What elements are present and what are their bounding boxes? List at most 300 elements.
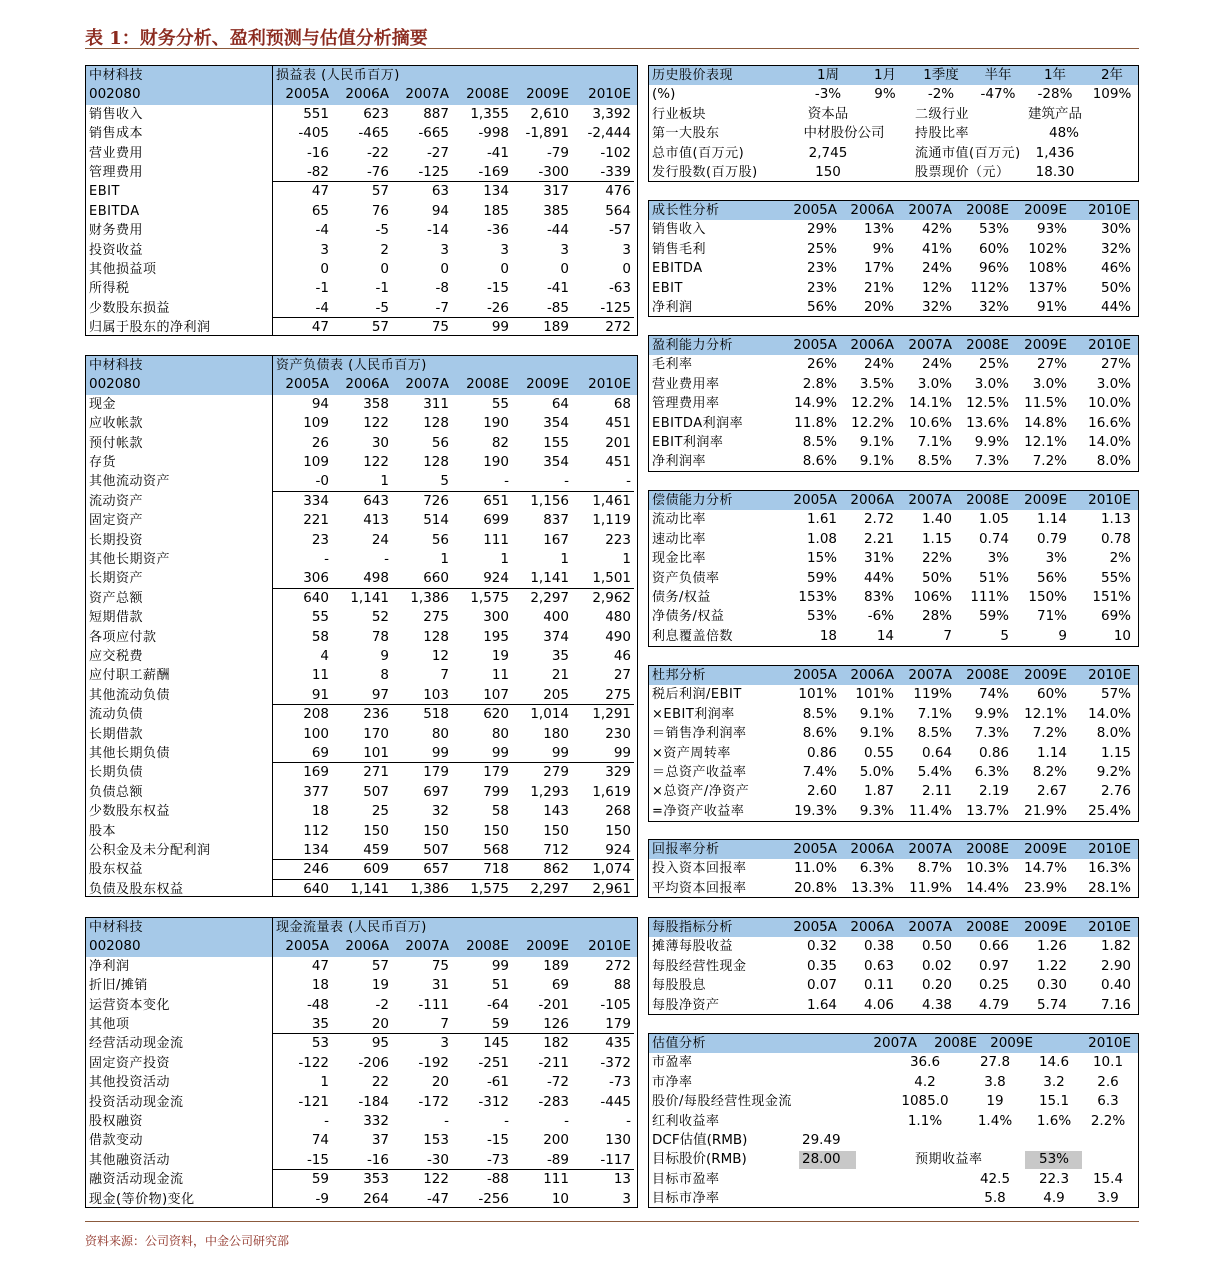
cell-value: 1.15 [921, 530, 952, 547]
year-2010E: 2010E [588, 86, 631, 103]
cell-value: - [324, 551, 329, 567]
table-row [649, 259, 1138, 278]
cell-value: 1.14 [1036, 744, 1067, 761]
subtotal-rule [272, 879, 634, 880]
table-row [649, 744, 1138, 763]
cell-value: 30 [371, 434, 389, 451]
cell-value: 55 [491, 395, 509, 412]
row-label: 公积金及未分配利润 [89, 843, 211, 858]
cell-value: 5 [440, 473, 449, 490]
cell-value: 91% [1036, 299, 1067, 315]
cell-value: 564 [605, 202, 631, 219]
row-label: 负债及股东权益 [89, 881, 184, 897]
cell-value: 102% [1028, 240, 1067, 257]
cell-value: 16.6% [1088, 414, 1131, 431]
cell-value: 0.07 [806, 977, 837, 994]
cell-value: -1 [315, 280, 329, 297]
subtotal-rule [272, 1033, 634, 1034]
cell-value: 0.25 [978, 977, 1009, 994]
target-pe-row [649, 1170, 1138, 1189]
subsector-label: 二级行业 [915, 106, 970, 122]
year-2008E: 2008E [966, 337, 1009, 353]
cell-value: 0.32 [806, 938, 837, 955]
cell-value: 3.2 [1043, 1073, 1065, 1090]
cell-value: 0 [380, 261, 389, 277]
cell-value: 65 [311, 202, 329, 219]
cell-value: 21% [863, 279, 894, 296]
cell-value: -76 [366, 164, 389, 180]
cell-value: 29% [806, 221, 837, 238]
table-row [86, 1190, 637, 1209]
table-row [86, 221, 637, 240]
year-2009E: 2009E [1024, 337, 1067, 353]
row-label: 少数股东损益 [89, 300, 171, 316]
dupont-header-row [649, 666, 1138, 685]
row-label: 少数股东权益 [89, 804, 171, 820]
cell-value: -7 [435, 299, 449, 316]
table-row [86, 1073, 637, 1092]
cell-value: 27% [1100, 356, 1131, 373]
cell-value: 7 [943, 627, 952, 644]
solvency-title: 偿债能力分析 [652, 493, 734, 508]
cell-value: 1,141 [350, 880, 389, 897]
cell-value: 5.74 [1036, 996, 1067, 1013]
cell-value: 60% [1036, 686, 1067, 703]
cell-value: 10 [1113, 627, 1131, 644]
table-row [86, 1054, 637, 1073]
cell-value: 2 [380, 241, 389, 258]
cell-value: 0.74 [978, 530, 1009, 547]
period-label: 半年 [984, 67, 1012, 83]
row-label: =净资产收益率 [652, 803, 745, 819]
year-2010E: 2010E [1088, 1035, 1131, 1051]
cell-value: 26 [311, 434, 329, 451]
statement-title: 现金流量表 (人民币百万) [276, 920, 427, 935]
growth-title: 成长性分析 [652, 203, 720, 218]
cell-value: -665 [418, 125, 449, 142]
column-divider [272, 918, 273, 1207]
row-label: 摊薄每股收益 [652, 939, 734, 955]
cell-value: 169 [303, 764, 329, 781]
cell-value: 13.7% [966, 802, 1009, 819]
year-2005A: 2005A [793, 841, 837, 857]
cell-value: -26 [486, 299, 509, 316]
cell-value: 14.4% [966, 879, 1009, 896]
cell-value: 12% [921, 279, 952, 296]
table-row [86, 241, 637, 260]
expected-return-label: 预期收益率 [915, 1152, 983, 1168]
year-2009E: 2009E [526, 86, 569, 103]
subtotal-rule [272, 588, 634, 589]
statement-title: 资产负债表 (人民币百万) [276, 358, 427, 373]
cell-value: 2,610 [530, 105, 569, 122]
cell-value: 78 [371, 628, 389, 645]
year-2006A: 2006A [850, 202, 894, 218]
cell-value: -405 [298, 125, 329, 142]
table-row [86, 686, 637, 705]
year-header-row [86, 85, 637, 104]
cell-value: 12.1% [1024, 434, 1067, 450]
period-label: 1月 [873, 67, 897, 83]
cell-value: -4 [315, 299, 329, 316]
cell-value: -111 [418, 996, 449, 1013]
profitability-title: 盈利能力分析 [652, 338, 734, 353]
cell-value: -251 [478, 1054, 509, 1071]
return-value: 109% [1092, 86, 1132, 103]
cell-value: 57% [1100, 686, 1131, 703]
cell-value: 0 [320, 261, 329, 277]
table-row [649, 588, 1138, 607]
cell-value: 122 [363, 415, 389, 432]
cell-value: 18 [819, 627, 837, 644]
row-label: 流动负债 [89, 707, 144, 723]
year-2007A: 2007A [873, 1035, 917, 1051]
cell-value: 9.1% [859, 705, 894, 722]
cell-value: 1.15 [1100, 744, 1131, 761]
cell-value: 189 [543, 319, 569, 336]
cell-value: -206 [358, 1054, 389, 1071]
row-label: ×总资产/净资产 [652, 784, 750, 800]
cell-value: 15% [806, 550, 837, 567]
cell-value: 101% [855, 686, 894, 703]
table-row [86, 531, 637, 550]
return-value: -2% [927, 86, 955, 103]
row-label: 负债总额 [89, 784, 144, 800]
cell-value: 150% [1028, 589, 1067, 605]
cell-value: 3 [622, 241, 631, 258]
year-2005A: 2005A [285, 86, 329, 103]
cell-value: 122 [363, 454, 389, 470]
row-label: 现金(等价物)变化 [89, 1191, 195, 1207]
year-2005A: 2005A [793, 202, 837, 218]
cell-value: -192 [418, 1054, 449, 1071]
cell-value: 12.2% [851, 414, 894, 431]
row-label: 营业费用率 [652, 376, 720, 392]
cell-value: 150 [605, 822, 631, 839]
row-label: 预付帐款 [89, 435, 144, 451]
year-2005A: 2005A [793, 337, 837, 353]
year-2008E: 2008E [466, 938, 509, 955]
year-2008E: 2008E [466, 86, 509, 103]
cell-value: 128 [423, 454, 449, 470]
cell-value: -89 [546, 1151, 569, 1168]
cell-value: 1.4% [977, 1112, 1013, 1129]
row-label: 各项应付款 [89, 629, 157, 645]
cell-value: 11.8% [794, 414, 837, 431]
cell-value: -445 [600, 1093, 631, 1110]
table-row [649, 802, 1138, 821]
cell-value: 182 [543, 1035, 569, 1052]
year-2007A: 2007A [908, 667, 952, 683]
cell-value: -48 [306, 996, 329, 1013]
cell-value: 1085.0 [901, 1093, 949, 1110]
cell-value: 4.2 [914, 1073, 936, 1090]
row-label: 资产负债率 [652, 570, 720, 586]
target-price-row [649, 1150, 1138, 1169]
table-row [86, 802, 637, 821]
cell-value: 44% [863, 569, 894, 586]
cell-value: -125 [418, 164, 449, 180]
cell-value: 643 [363, 492, 389, 509]
table-row [649, 724, 1138, 743]
cell-value: 230 [605, 725, 631, 742]
cell-value: 99 [491, 745, 509, 761]
cell-value: 377 [303, 783, 329, 800]
row-label: 股本 [89, 823, 117, 839]
table-row [86, 647, 637, 666]
table-row [649, 782, 1138, 801]
cell-value: 223 [605, 531, 631, 548]
cell-value: -201 [538, 996, 569, 1013]
table-row [649, 355, 1138, 374]
cell-value: 0.66 [978, 938, 1009, 955]
cell-value: 106% [913, 589, 952, 605]
cell-value: 400 [543, 609, 569, 626]
table-row [649, 996, 1138, 1015]
cell-value: 30% [1100, 221, 1131, 238]
cell-value: 153 [423, 1132, 449, 1149]
cell-value: 8.6% [802, 725, 837, 742]
year-2007A: 2007A [908, 492, 952, 508]
table-row [649, 414, 1138, 433]
cell-value: 69 [311, 745, 329, 761]
year-2007A: 2007A [908, 841, 952, 857]
table-row [649, 530, 1138, 549]
cell-value: 179 [605, 1016, 631, 1032]
cell-value: 9.1% [859, 453, 894, 470]
row-label: 红利收益率 [652, 1113, 720, 1129]
cell-value: 195 [483, 628, 509, 645]
subsector-value: 建筑产品 [1028, 105, 1082, 122]
cell-value: - [564, 473, 569, 490]
cell-value: 20 [431, 1074, 449, 1091]
cell-value: 17% [863, 260, 894, 277]
year-2006A: 2006A [345, 376, 389, 393]
table-row [86, 260, 637, 279]
solvency-header-row [649, 491, 1138, 510]
source-note: 资料来源：公司资料，中金公司研究部 [85, 1234, 290, 1248]
cell-value: 385 [543, 202, 569, 219]
cell-value: 3 [560, 241, 569, 258]
cell-value: - [626, 1113, 631, 1129]
cell-value: -36 [486, 222, 509, 239]
table-row [649, 433, 1138, 452]
cell-value: 5 [1000, 627, 1009, 644]
cell-value: 35 [311, 1016, 329, 1032]
cell-value: 55% [1100, 569, 1131, 586]
table-row [86, 589, 637, 608]
row-label: 销售收入 [652, 222, 707, 238]
cell-value: 170 [363, 725, 389, 742]
year-2005A: 2005A [285, 938, 329, 955]
table-row [86, 628, 637, 647]
table-row [649, 279, 1138, 298]
cell-value: 1.82 [1100, 938, 1131, 955]
table-row [86, 705, 637, 724]
cell-value: 201 [605, 434, 631, 451]
cell-value: -63 [608, 280, 631, 297]
year-2010E: 2010E [1088, 202, 1131, 218]
cell-value: 25 [371, 803, 389, 820]
year-2007A: 2007A [405, 86, 449, 103]
cell-value: 1.1% [907, 1112, 943, 1129]
cell-value: 36.6 [909, 1054, 941, 1071]
table-row [86, 744, 637, 763]
row-label: 净利润 [89, 958, 130, 974]
cell-value: 9.9% [974, 434, 1009, 450]
cell-value: 0.38 [863, 938, 894, 955]
row-label: 应交税费 [89, 649, 144, 664]
cell-value: 640 [303, 880, 329, 897]
growth-analysis-table [648, 200, 1139, 317]
year-2009E: 2009E [1024, 492, 1067, 508]
cell-value: 14.0% [1088, 705, 1131, 722]
cell-value: 27.8 [979, 1054, 1011, 1071]
cell-value: -14 [426, 222, 449, 239]
cell-value: 1.14 [1036, 511, 1067, 528]
cell-value: 9.3% [859, 802, 894, 819]
cell-value: 10.1 [1092, 1054, 1124, 1071]
table-row [649, 549, 1138, 568]
row-label: 流动比率 [652, 512, 707, 528]
cell-value: - [384, 551, 389, 567]
table-row [86, 608, 637, 627]
row-label: 其他项 [89, 1017, 130, 1032]
target-pb-label: 目标市净率 [652, 1191, 720, 1207]
row-label: 股东权益 [89, 862, 144, 878]
year-2010E: 2010E [1088, 667, 1131, 683]
cell-value: 0.64 [921, 744, 952, 761]
cell-value: 334 [303, 492, 329, 509]
cell-value: 23.9% [1024, 879, 1067, 896]
cell-value: 1,501 [592, 570, 631, 587]
row-label: ＝销售净利润率 [652, 726, 747, 742]
table-row [86, 550, 637, 569]
cell-value: 1.13 [1100, 511, 1131, 528]
row-label: 归属于股东的净利润 [89, 320, 211, 336]
table-row [86, 841, 637, 860]
table-row [86, 860, 637, 879]
cell-value: 13% [863, 221, 894, 238]
cell-value: 51 [491, 977, 509, 994]
cell-value: 107 [483, 686, 509, 703]
cell-value: 42% [921, 221, 952, 238]
cell-value: 53% [806, 608, 837, 625]
cell-value: 8.6% [802, 453, 837, 470]
table-row [649, 240, 1138, 259]
cell-value: -283 [538, 1093, 569, 1110]
cell-value: -72 [546, 1074, 569, 1091]
year-2008E: 2008E [966, 919, 1009, 935]
target-pb-value: 4.9 [1043, 1190, 1065, 1207]
cell-value: 50% [1100, 279, 1131, 296]
cell-value: -1 [375, 280, 389, 297]
cell-value: 20 [371, 1016, 389, 1032]
stake-label: 持股比率 [915, 126, 970, 142]
cell-value: 205 [543, 686, 569, 703]
statement-title: 损益表 (人民币百万) [276, 68, 400, 83]
cell-value: 58 [311, 628, 329, 645]
table-row [649, 1092, 1138, 1111]
cell-value: 14.8% [1024, 414, 1067, 431]
cell-value: -27 [426, 144, 449, 161]
table-row [86, 434, 637, 453]
row-label: 存货 [89, 455, 117, 470]
cell-value: 272 [605, 319, 631, 336]
cell-value: -9 [315, 1190, 329, 1207]
row-label: 借款变动 [89, 1133, 144, 1149]
target-pb-value: 3.9 [1097, 1190, 1119, 1207]
cell-value: 0.40 [1100, 977, 1131, 994]
cell-value: 317 [543, 183, 569, 200]
cell-value: 8.5% [917, 453, 952, 470]
cell-value: 32% [921, 299, 952, 315]
cell-value: 80 [491, 725, 509, 742]
dupont-title: 杜邦分析 [652, 668, 707, 683]
cell-value: -8 [435, 280, 449, 297]
cell-value: 2,961 [592, 880, 631, 897]
table-row [86, 453, 637, 472]
row-label: 长期投资 [89, 532, 144, 548]
row-label: 其他长期资产 [89, 552, 171, 567]
table-row [649, 705, 1138, 724]
row-label: 其他融资活动 [89, 1152, 171, 1168]
row-label: 投入资本回报率 [652, 861, 747, 877]
year-2010E: 2010E [588, 376, 631, 393]
cell-value: 59% [978, 608, 1009, 625]
cell-value: 9 [1058, 627, 1067, 644]
year-2006A: 2006A [850, 841, 894, 857]
cell-value: -5 [375, 222, 389, 239]
cell-value: 208 [303, 706, 329, 723]
cell-value: 712 [543, 842, 569, 858]
cell-value: 64 [551, 395, 569, 412]
cell-value: 1 [440, 551, 449, 567]
year-2010E: 2010E [588, 938, 631, 955]
cell-value: 1 [500, 551, 509, 567]
cell-value: 640 [303, 589, 329, 606]
cell-value: - [444, 1113, 449, 1129]
cell-value: 7.1% [917, 434, 952, 450]
year-2009E: 2009E [1024, 667, 1067, 683]
cell-value: 112% [970, 279, 1009, 296]
cell-value: -5 [375, 299, 389, 316]
cell-value: 862 [543, 861, 569, 878]
cell-value: 1,575 [470, 880, 509, 897]
page-title: 表 1：财务分析、盈利预测与估值分析摘要 [85, 28, 428, 49]
table-row [86, 976, 637, 995]
cell-value: 103 [423, 686, 449, 703]
cell-value: 451 [605, 454, 631, 470]
cell-value: 200 [543, 1132, 569, 1149]
table-row [86, 318, 637, 337]
unit-label: (%) [652, 86, 676, 103]
cell-value: -122 [298, 1054, 329, 1071]
cell-value: 480 [605, 609, 631, 626]
cell-value: 7 [440, 667, 449, 684]
cell-value: 1,619 [592, 783, 631, 800]
cell-value: 60% [978, 240, 1009, 257]
cell-value: 311 [423, 395, 449, 412]
cell-value: 718 [483, 861, 509, 878]
cell-value: 143 [543, 803, 569, 820]
cell-value: 11 [491, 667, 509, 684]
year-2007A: 2007A [908, 919, 952, 935]
row-label: 财务费用 [89, 223, 144, 239]
cell-value: 5.0% [859, 764, 894, 780]
cell-value: 24% [921, 260, 952, 277]
cell-value: 55 [311, 609, 329, 626]
